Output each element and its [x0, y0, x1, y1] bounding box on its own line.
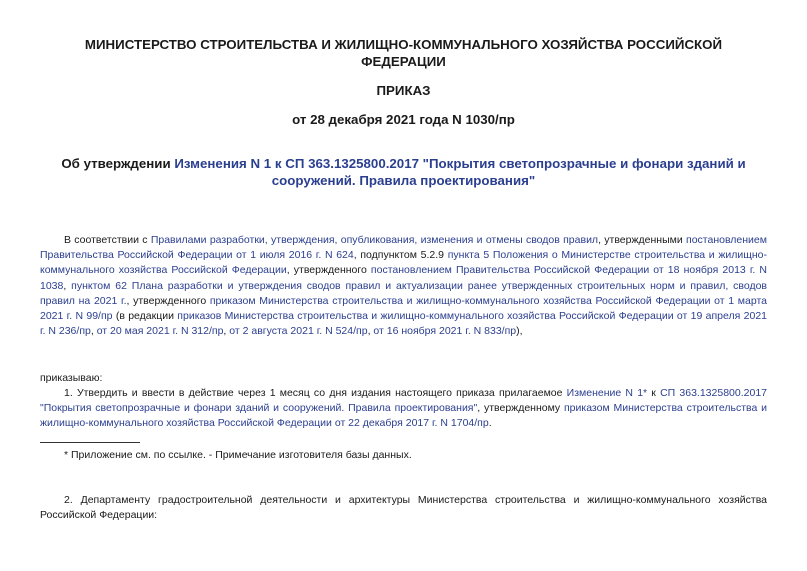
- link-plan-2021[interactable]: пунктом 62 Плана разработки и утверждения сводов правил и актуализации ранее утвержденных строительных норм и правил, сводов правил на 2021 г.: [40, 279, 767, 307]
- footnote: * Приложение см. по ссылке. - Примечание изготовителя базы данных.: [64, 449, 412, 461]
- text: .: [488, 417, 492, 430]
- text: к: [647, 387, 661, 399]
- link-order-312[interactable]: от 20 мая 2021 г. N 312/пр: [96, 325, 224, 338]
- order-date: от 28 декабря 2021 года N 1030/пр: [292, 112, 515, 127]
- link-rules[interactable]: Правилами разработки, утверждения, опубликования, изменения и отмены сводов правил: [150, 234, 599, 246]
- link-order-99[interactable]: приказом Министерства строительства и жилищно-коммунального хозяйства Российской Федерации от 1 марта 2021 г. N 99/пр: [40, 294, 767, 323]
- text: (в редакции: [112, 310, 178, 323]
- link-order-236[interactable]: приказов Министерства строительства и жилищно-коммунального хозяйства Российской Федерации от 19 апреля 2021 г. N 236/пр: [40, 310, 768, 338]
- link-order-1704[interactable]: приказом Министерства строительства и жилищно-коммунального хозяйства Российской Федерации от 22 декабря 2017 г. N 1704/пр: [40, 402, 767, 430]
- text: В соответствии с: [64, 234, 151, 246]
- link-order-524[interactable]: от 2 августа 2021 г. N 524/пр: [229, 325, 368, 338]
- link-order-833[interactable]: от 16 ноября 2021 г. N 833/пр: [373, 325, 517, 338]
- text: ,: [223, 325, 230, 338]
- heading-link-amendment[interactable]: Изменения N 1 к СП 363.1325800.2017 "Покрытия светопрозрачные и фонари зданий и сооружений. Правила проектирования": [174, 156, 746, 188]
- order-title: ПРИКАЗ: [376, 83, 431, 98]
- text: ,: [367, 325, 374, 338]
- ministry-name: МИНИСТЕРСТВО СТРОИТЕЛЬСТВА И ЖИЛИЩНО-КОММУНАЛЬНОГО ХОЗЯЙСТВА РОССИЙСКОЙ ФЕДЕРАЦИИ: [84, 37, 723, 69]
- paragraph-item-1: [40, 386, 767, 432]
- text: ,: [90, 325, 97, 338]
- text: , утвержденными: [598, 234, 687, 246]
- text: , утвержденному: [477, 402, 564, 415]
- heading-prefix: Об утверждении: [61, 156, 175, 171]
- text: ),: [516, 325, 523, 338]
- text: 1. Утвердить и ввести в действие через 1 месяц со дня издания настоящего приказа прилагаемое: [64, 387, 567, 399]
- prikazyvayu-text: приказываю:: [40, 372, 103, 384]
- link-resolution-1038[interactable]: постановлением Правительства Российской Федерации от 18 ноября 2013 г. N 1038: [40, 264, 767, 292]
- paragraph-item-2: 2. Департаменту градостроительной деятельности и архитектуры Министерства строительства и жилищно-коммунального хозяйства Российской Федерации:: [40, 494, 767, 522]
- text: , утвержденного: [126, 294, 210, 307]
- text: ,: [63, 279, 72, 292]
- text: , подпунктом 5.2.9: [353, 249, 448, 262]
- order-heading: [50, 155, 757, 189]
- text: , утвержденного: [286, 264, 371, 277]
- link-amendment-1[interactable]: Изменение N 1*: [566, 387, 648, 399]
- paragraph-basis: [40, 233, 767, 339]
- link-regulation-ministry[interactable]: пункта 5 Положения о Министерстве строительства и жилищно-коммунального хозяйства Российской Федерации: [40, 249, 768, 277]
- link-resolution-624[interactable]: постановлением Правительства Российской Федерации от 1 июля 2016 г. N 624: [40, 234, 767, 262]
- link-sp-363[interactable]: СП 363.1325800.2017 "Покрытия светопрозрачные и фонари зданий и сооружений. Правила проектирования": [40, 387, 767, 415]
- footnote-divider: [40, 442, 140, 443]
